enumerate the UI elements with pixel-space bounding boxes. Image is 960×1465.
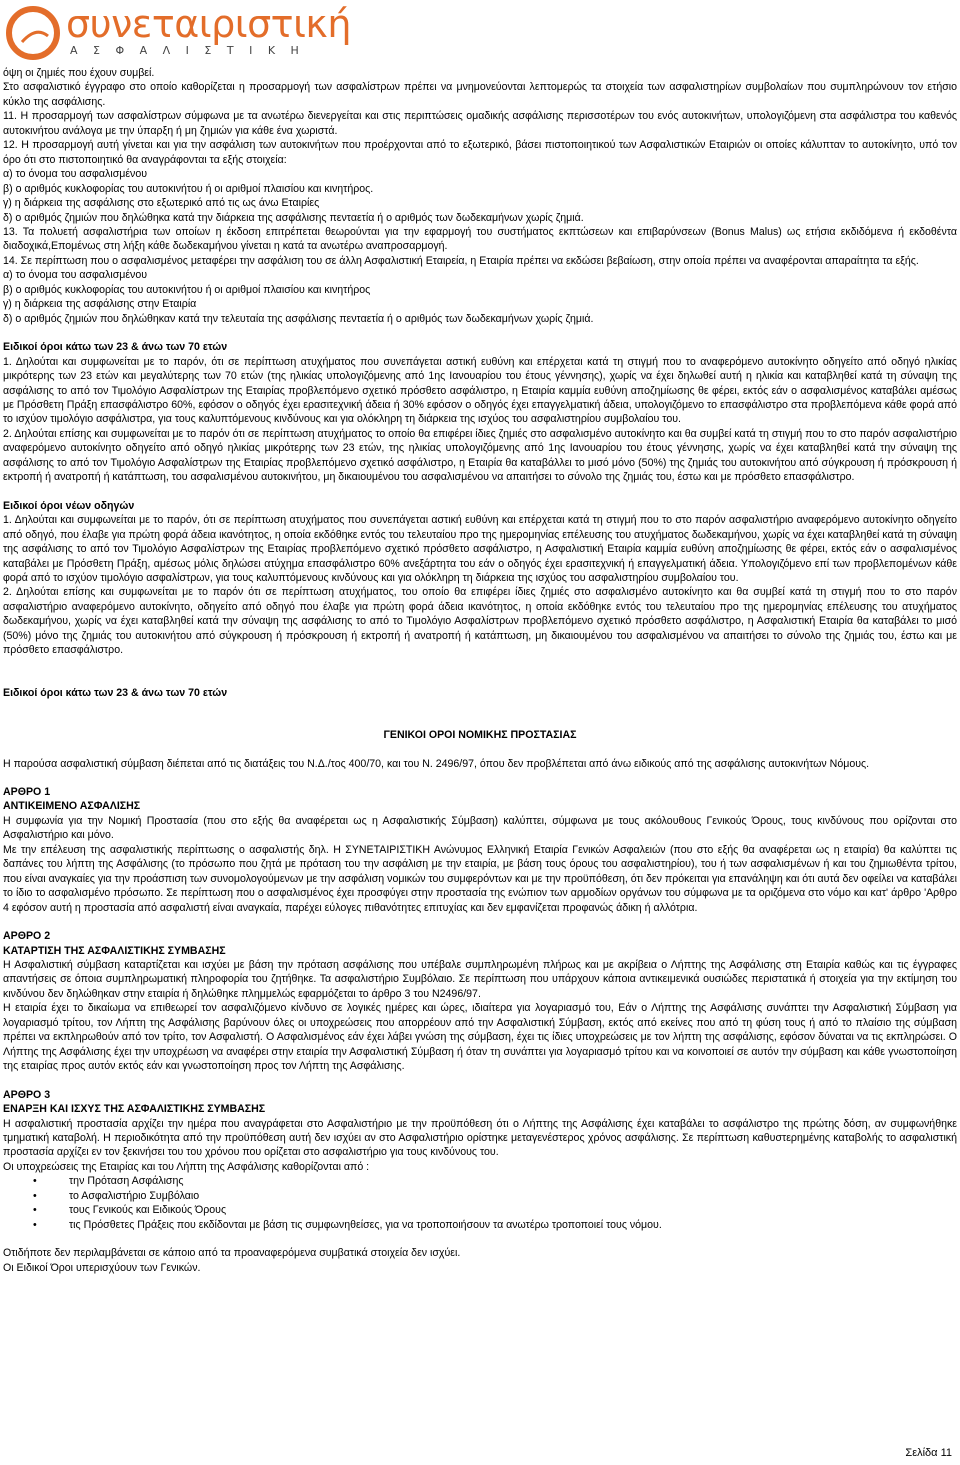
paragraph: 12. Η προσαρμογή αυτή γίνεται και για την ασφάλιση των αυτοκινήτων που προέρχονται από το εξωτερικό, βάσει πιστοποιητικού των Ασφαλιστικών Εταιριών οι οποίες κάλυπταν το αυτοκίνητο, υπό τον όρο ότι στο πιστοποιητικό θα αναγράφονται τα εξής στοιχεία:: [3, 139, 957, 166]
paragraph: 1. Δηλούται και συμφωνείται με το παρόν, ότι σε περίπτωση ατυχήματος που συνεπάγεται αστική ευθύνη και επέρχεται κατά τη στιγμή που το στο παρόν ασφαλιστήριο αναφερόμενο αυτοκίνητο οδηγείτο από οδηγό, που έλαβε για πρώτη φορά άδεια ικανότητος, η οποία εκδόθηκε εντός του τελευταίου προ της ημερομηνίας επέλευσης του ατυχήματος δωδεκαμήνου, χωρίς να έχει καταβληθεί κατά τη σύναψη της ασφάλισης το από τον Τιμολόγιο Ασφαλίστρων της Εταιρίας προβλεπόμενο σχετικό πρόσθετο ασφάλιστρο, η Ασφαλιστική Εταιρία καμμία ευθύνη αποζημίωσης θε φέρει, εκτός εάν ο ασφαλισμένος καταβάλει με Πρόσθετη Πράξη, αμέσως μόλις δηλώσει ατύχημα επασφάλιστρο 60% ανεξάρτητα του εάν ο οδηγός έχει ερασιτεχνική ή επαγγελματική άδεια. Υπολογιζόμενο επί των προβλεπομένων κάθε φορά από το ισχύον τιμολόγιο ασφαλίστρων, για τους καλυπτόμενους κινδύνους και για ολόκληρη τη διάρκεια της ισχύος του ασφαλιστηρίου συμβολαίου του.: [3, 514, 957, 584]
logo-subtitle: ΑΣΦΑΛΙΣΤΙΚΗ: [70, 44, 315, 57]
section-heading: Ειδικοί όροι κάτω των 23 & άνω των 70 ετών: [3, 686, 228, 699]
paragraph: 14. Σε περίπτωση που ο ασφαλισμένος μεταφέρει την ασφάλιση του σε άλλη Ασφαλιστική Εταιρεία, η Εταιρία πρέπει να εκδώσει βεβαίωση, στην οποία πρέπει να αναφέρονται απαραίτητα τα εξής.: [3, 254, 919, 267]
list-item: • τους Γενικούς και Ειδικούς Όρους: [69, 1203, 957, 1217]
list-item: • το Ασφαλιστήριο Συμβόλαιο: [69, 1189, 957, 1203]
paragraph: Η εταιρία έχει το δικαίωμα να επιθεωρεί τον ασφαλιζόμενο κίνδυνο σε λογικές ημέρες και ώρες, ιδιαίτερα για λογαριασμό του, Εάν ο Λήπτης της Ασφάλισης συνάπτει την Ασφαλιστική Σύμβαση για λογαριασμό τρίτου, τον Λήπτη της Ασφάλισης βαρύνουν όλες οι υποχρεώσεις που απορρέουν από την Ασφαλιστική Σύμβαση, εκτός από εκείνες που από τη φύση τους ή από το πλαίσιο της σύμβαση πρέπει να εκπληρωθούν από τον τρίτο, τον Ασφαλιστή. Ο Ασφαλισμένος εάν έχει λάβει γνώση της σύμβαση, έχει τις ίδιες υποχρεώσεις με τον λήπτη της ασφάλισης, εφόσον δύναται να τις εκπληρώσει. Ο Λήπτης της Ασφάλισης έχει την υποχρέωση να αναφέρει στην εταιρία την Ασφαλιστική Σύμβαση ή όταν τη συνάπτει για λογαριασμό τρίτου και να κοινοποιεί σε αυτόν την σύμβαση και κάθε γνωστοποίηση της εταιρίας προς αυτόν εκτός εάν και γνωστοποίηση προς τον Λήπτη της Ασφάλισης.: [3, 1002, 957, 1073]
article-title: ΕΝΑΡΞΗ ΚΑΙ ΙΣΧΥΣ ΤΗΣ ΑΣΦΑΛΙΣΤΙΚΗΣ ΣΥΜΒΑΣΗΣ: [3, 1103, 266, 1116]
paragraph: Η Ασφαλιστική σύμβαση καταρτίζεται και ισχύει με βάση την πρόταση ασφάλισης που υπέβαλε συμπληρωμένη πλήρως και με ακρίβεια ο Λήπτης της Ασφάλισης στη Εταιρία καθώς και τις έγγραφες απαντήσεις σε όποια συμπληρωματική πληροφορία του ζητήθηκε. Τα ασφαλιστήριο Συμβόλαιο. Σε περίπτωση που υπάρχουν κάποια αντικειμενικά ουσιώδες περιστατικά ή στοιχεία για την εκτίμηση του κινδύνου δεν δηλώθηκαν στην εταιρία ή δηλώθηκε πλημμελώς εφαρμόζεται το άρθρο 3 του Ν2496/97.: [3, 959, 957, 1000]
article-title: ΑΝΤΙΚΕΙΜΕΝΟ ΑΣΦΑΛΙΣΗΣ: [3, 800, 141, 813]
section-heading: Ειδικοί όροι κάτω των 23 & άνω των 70 ετών: [3, 341, 228, 354]
paragraph: 2. Δηλούται επίσης και συμφωνείται με το παρόν ότι σε περίπτωση ατυχήματος το οποίο θα επιφέρει ίδιες ζημιές στο ασφαλισμένο αυτοκίνητο και θα συμβεί κατά τη στιγμή που το στο παρόν ασφαλιστήριο αναφερόμενο αυτοκίνητο οδηγείτο από οδηγό ηλικίας μικρότερης των 23 ετών, της ηλικίας υπολογιζόμενης από 1ης Ιανουαρίου του έτους γέννησης, χωρίς να έχει καταβληθεί κατά την σύναψη της ασφάλισης το από τον Τιμολόγιο Ασφαλίστρων της Εταιρίας προβλεπόμενο σχετικό ασφάλιστρο, η Εταιρία θα καταβάλλει το μισό μόνο (50%) της ζημιάς του αυτοκινήτου από σύγκρουση ή πρόσκρουση ή εκτροπή ή ανατροπή ή κατάπτωση, του ασφαλισμένου αυτοκινήτου, μη δικαιουμένου του ασφαλισμένου να απαιτήσει το σύνολο της ζημιάς του, έστω και με πρόσθετο επασφάλιστρο.: [3, 427, 957, 484]
paragraph: 13. Τα πολυετή ασφαλιστήρια των οποίων η έκδοση επιτρέπεται θεωρούνται για την εφαρμογή του συστήματος εκπτώσεων και επιβαρύνσεων (Bonus Malus) ως ετήσια εκδιδόμενα ή εκδοθέντα διαδοχικά,Επομένως στη λήξη κάθε δωδεκαμήνου γίνεται η κατά τα ανωτέρω αναπροσαρμογή.: [3, 225, 957, 253]
obligations-list: [3, 1174, 957, 1232]
paragraph: Οι Ειδικοί Όροι υπερισχύουν των Γενικών.: [3, 1261, 201, 1274]
paragraph: όψη οι ζημιές που έχουν συμβεί.: [3, 67, 155, 79]
paragraph: β) ο αριθμός κυκλοφορίας του αυτοκινήτου ή οι αριθμοί πλαισίου και κινητήρος.: [3, 182, 374, 195]
paragraph: γ) η διάρκεια της ασφάλισης στο εξωτερικό από τις ως άνω Εταιρίες: [3, 197, 320, 210]
paragraph: 2. Δηλούται επίσης και συμφωνείται με το παρόν ότι σε περίπτωση ατυχήματος, του οποίο θα επιφέρει ίδιες ζημιές στο ασφαλισμένο αυτοκίνητο και θα συμβεί κατά τη στιγμή που το στο παρόν ασφαλιστήριο αναφερόμενο αυτοκίνητο, οδηγείτο από οδηγό που έλαβε για πρώτη φορά άδεια ικανότητος, η οποία εκδόθηκε εντός του τελευταίου προ της ημερομηνίας επέλευσης του ατυχήματος δωδεκαμήνου, χωρίς να έχει καταβληθεί κατά την σύναψη της ασφάλισης το από το Τιμολόγιο Ασφαλίστρων προβλεπόμενο σχετικό πρόσθετο ασφάλιστρο, η Ασφαλιστική Εταιρία θα καταβάλει το μισό (50%) μόνο της ζημιάς του αυτοκινήτου από σύγκρουση ή πρόσκρουση ή εκτροπή ή ανατροπή ή κατάπτωση, μη δικαιουμένου του ασφαλισμένου να απαιτήσει το σύνολο της ζημιάς του, έστω και με πρόσθετο επασφάλιστρο.: [3, 586, 957, 657]
logo-brand: συνεταιριστική: [66, 2, 351, 46]
paragraph: Η συμφωνία για την Νομική Προστασία (που στο εξής θα αναφέρεται ως η Ασφαλιστικής Σύμβαση) καλύπτει, σύμφωνα με τους ακόλουθους Γενικούς Όρους, τους κινδύνους που ορίζονται στο Ασφαλιστήριο και μόνο.: [3, 814, 957, 842]
document-body: [3, 66, 957, 1275]
company-logo: [6, 2, 351, 62]
article-title: ΚΑΤΑΡΤΙΣΗ ΤΗΣ ΑΣΦΑΛΙΣΤΙΚΗΣ ΣΥΜΒΑΣΗΣ: [3, 944, 226, 957]
list-item: • τις Πρόσθετες Πράξεις που εκδίδονται με βάση τις συμφωνηθείσες, για να τροποποιήσουν τα ανωτέρω τροποποιεί τους νόμου.: [69, 1218, 957, 1232]
paragraph: Οτιδήποτε δεν περιλαμβάνεται σε κάποιο από τα προαναφερόμενα συμβατικά στοιχεία δεν ισχύει.: [3, 1247, 461, 1260]
article-number: ΑΡΘΡΟ 3: [3, 1088, 51, 1101]
article-number: ΑΡΘΡΟ 1: [3, 786, 51, 799]
paragraph: α) το όνομα του ασφαλισμένου: [3, 168, 148, 181]
paragraph: 11. Η προσαρμογή των ασφαλίστρων σύμφωνα με τα ανωτέρω διενεργείται και στις περιπτώσεις ομαδικής ασφάλισης περισσοτέρων του ενός αυτοκινήτων, υπολογιζόμενη στα ασφάλιστρα του καθενός αυτοκινήτου ανάλογα με την ύπαρξη ή μη ζημιών για κάθε ένα χωριστά.: [3, 110, 957, 137]
general-terms-title: ΓΕΝΙΚΟΙ ΟΡΟΙ ΝΟΜΙΚΗΣ ΠΡΟΣΤΑΣΙΑΣ: [383, 729, 577, 742]
section-heading: Ειδικοί όροι νέων οδηγών: [3, 499, 135, 512]
paragraph: Με την επέλευση της ασφαλιστικής περίπτωσης ο ασφαλιστής δηλ. Η ΣΥΝΕΤΑΙΡΙΣΤΙΚΗ Ανώνυμος Ελληνική Εταιρία Γενικών Ασφαλειών (που στο εξής θα αναφέρεται ως η εταιρία) θα καλύπτει τις δαπάνες του λήπτη της Ασφάλισης (το πρόσωπο που ζητά με πρόταση του την ασφάλιση με την εταιρία, με βάση τους όρους του ασφαλιστηρίου), του ή των ασφαλισμένων ή και του ζημιωθέντα τρίτου, που είναι αναγκαίες για την προάσπιση των συνομολογούμενων με την ασφάλιση νομικών του συμφερόντων και με την προϋπόθεση, ότι δεν πρόκειται για επανάληψη και ότι αυτά δεν οφείλει να καταβάλει το ίδιο το ασφαλισμένο πρόσωπο. Σε περίπτωση που ο ασφαλισμένος έχει προσφύγει στην προστασία της ενώπιον των αρμοδίων οργάνων του σύμφωνα με τα οριζόμενα στο νόμο και κατ' άρθρο 'Αρθρο 4 εφόσον αυτή η προστασία από ασφαλιστή είναι αναγκαία, παρέχει εύλογες πιθανότητες επιτυχίας και δεν εμφανίζεται προφανώς άδικη ή αλλότρια.: [3, 843, 957, 914]
paragraph: Η παρούσα ασφαλιστική σύμβαση διέπεται από τις διατάξεις του Ν.Δ./τος 400/70, και του Ν. 2496/97, όπου δεν προβλέπεται από άνω ειδικούς από της ασφάλισης αυτοκινήτων Νόμους.: [3, 757, 870, 770]
page-number: Σελίδα 11: [905, 1447, 952, 1459]
paragraph: Στο ασφαλιστικό έγγραφο στο οποίο καθορίζεται η προσαρμογή των ασφαλίστρων πρέπει να μνημονεύονται λεπτομερώς τα στοιχεία των ασφαλιστηρίων συμβολαίων που συμπληρώνουν τον ετήσιο κύκλο της ασφάλισης.: [3, 81, 957, 108]
paragraph: δ) ο αριθμός ζημιών που δηλώθηκαν κατά την τελευταία της ασφάλισης πενταετία ή ο αριθμός των δωδεκαμήνων χωρίς ζημιά.: [3, 312, 594, 325]
paragraph: γ) η διάρκεια της ασφάλισης στην Εταιρία: [3, 298, 197, 311]
paragraph: β) ο αριθμός κυκλοφορίας του αυτοκινήτου ή οι αριθμοί πλαισίου και κινητήρος: [3, 283, 371, 296]
paragraph: δ) ο αριθμός ζημιών που δηλώθηκα κατά την διάρκεια της ασφάλισης πενταετία ή ο αριθμός των δωδεκαμήνων χωρίς ζημιά.: [3, 211, 584, 224]
article-number: ΑΡΘΡΟ 2: [3, 930, 51, 943]
paragraph: Η ασφαλιστική προστασία αρχίζει την ημέρα που αναγράφεται στο Ασφαλιστήριο με την προϋπόθεση ότι ο Λήπτης της Ασφάλισης έχει καταβάλει το ασφάλιστρο της πρώτης δόση, αν συμφωνήθηκε τμηματική καταβολή. Η περιοδικότητα από την προϋπόθεση αυτή δεν ισχύει αν στο Ασφαλιστήριο ορίστηκε μεταγενέστερος χρόνος ασφάλισης. Σε περίπτωση καθυστερημένης καταβολής το ασφαλιστική προστασία αρχίζει εν τον ξεκινήσει του του χρόνου που ορίζεται στο ασφαλιστήριο για τους κινδύνους του.: [3, 1117, 957, 1159]
paragraph: Οι υποχρεώσεις της Εταιρίας και του Λήπτη της Ασφάλισης καθορίζονται από :: [3, 1160, 370, 1173]
paragraph: 1. Δηλούται και συμφωνείται με το παρόν, ότι σε περίπτωση ατυχήματος που συνεπάγεται αστική ευθύνη και επέρχεται κατά τη στιγμή που το αναφερόμενο αυτοκίνητο οδηγείτο από οδηγό ηλικίας μικρότερης των 23 ετών και μεγαλύτερης των 70 ετών (της ηλικίας υπολογιζόμενης από 1ης Ιανουαρίου του έτους γέννησης), χωρίς να έχει δηλωθεί αυτή η ηλικία και καταβληθεί κατά τη σύναψη της ασφάλισης το από τον Τιμολόγιο Ασφαλίστρων της Εταιρίας προβλεπόμενο σχετικό πρόσθετο ασφάλιστρο, η Εταιρία καμμία ευθύνη αποζημίωσης θε φέρει, εκτός εάν ο ασφαλισμένος καταβάλει αμέσως με Πρόσθετη Πράξη επασφάλιστρο 60%, εφόσον ο οδηγός έχει ερασιτεχνική άδεια ή 30% εφόσον ο οδηγός έχει επαγγελματική άδεια, υπολογιζόμενο το επασφάλιστρο στα προβλεπόμενα κάθε φορά από το ισχύον τιμολόγιο ασφάλιστρα, για τους καλυπτόμενους κινδύνους και για ολόκληρη τη διάρκεια της ισχύος του ασφαλιστηρίου συμβολαίου του.: [3, 355, 957, 426]
paragraph: α) το όνομα του ασφαλισμένου: [3, 269, 148, 282]
logo-swirl-icon: [6, 6, 60, 60]
list-item: • την Πρόταση Ασφάλισης: [69, 1174, 957, 1188]
